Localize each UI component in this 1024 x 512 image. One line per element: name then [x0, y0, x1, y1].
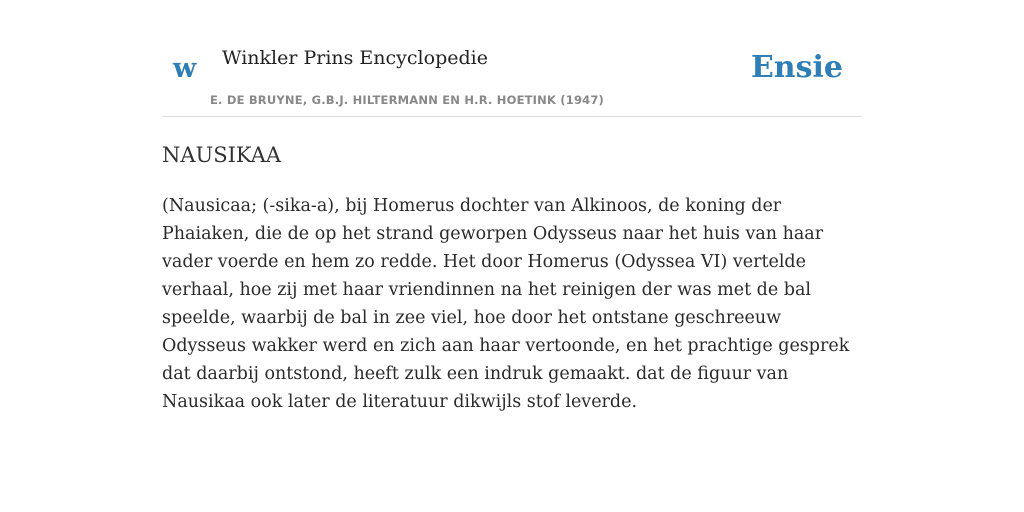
publication-authors: E. DE BRUYNE, G.B.J. HILTERMANN EN H.R. HOETINK (1947): [210, 93, 605, 107]
publication-title[interactable]: Winkler Prins Encyclopedie: [222, 47, 488, 69]
publication-logo[interactable]: w: [173, 53, 197, 84]
publication-header: [162, 36, 862, 117]
entry-body: (Nausicaa; (-sika-a), bij Homerus dochter van Alkinoos, de koning der Phaiaken, die de op het strand geworpen Odysseus naar het huis van haar vader voerde en hem zo redde. Het door Homerus (Odyssea VI) vertelde verhaal, hoe zij met haar vriendinnen na het reinigen der was met de bal speelde, waarbij de bal in zee viel, hoe door het ontstane geschreeuw Odysseus wakker werd en zich aan haar vertoonde, en het prachtige gesprek dat daarbij ontstond, heeft zulk een indruk gemaakt. dat de figuur van Nausikaa ook later de literatuur dikwijls stof leverde.: [162, 196, 850, 412]
entry-title: NAUSIKAA: [162, 143, 282, 167]
ensie-logo-link[interactable]: Ensie: [750, 50, 843, 85]
